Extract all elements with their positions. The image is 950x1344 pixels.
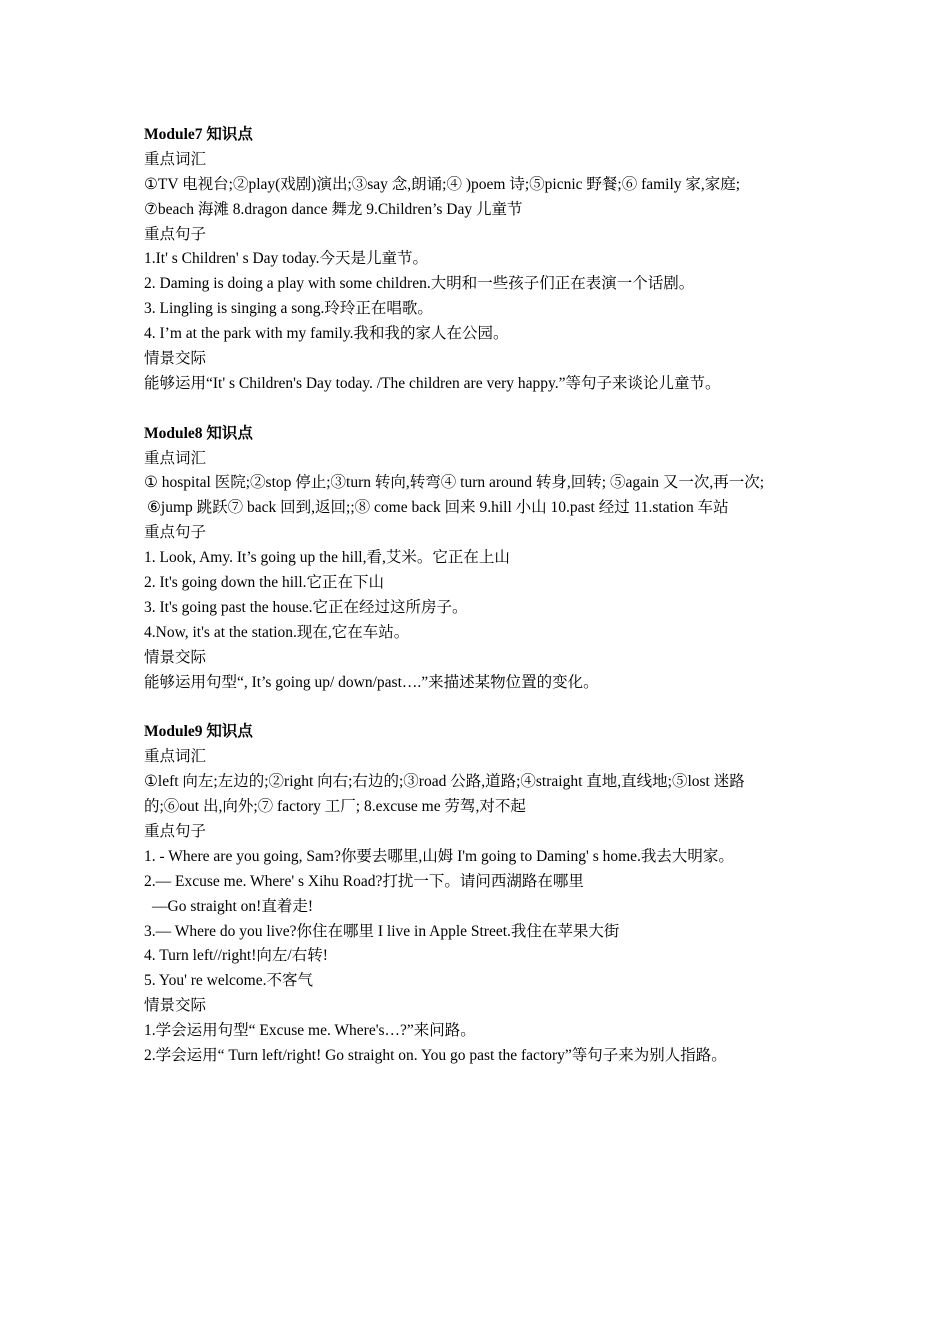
module7-sentence: 4. I’m at the park with my family.我和我的家人在公园。 [144,325,509,343]
module8-sentence-heading: 重点句子 [144,524,207,542]
module7-situation-line: 能够运用“It' s Children's Day today. /The children are very happy.”等句子来谈论儿童节。 [144,374,721,392]
module9-sentence: 1. - Where are you going, Sam?你要去哪里,山姆 I'm going to Daming' s home.我去大明家。 [144,847,734,865]
module7-vocab-line: ①TV 电视台;②play(戏剧)演出;③say 念,朗诵;④ )poem 诗;⑤picnic 野餐;⑥ family 家,家庭; [144,175,741,193]
module9-situation-line: 2.学会运用“ Turn left/right! Go straight on. You go past the factory”等句子来为别人指路。 [144,1046,727,1064]
module9-vocab-line: 的;⑥out 出,向外;⑦ factory 工厂; 8.excuse me 劳驾,对不起 [144,798,526,816]
module9-sentence-heading: 重点句子 [144,822,207,840]
module8-sentence: 3. It's going past the house.它正在经过这所房子。 [144,598,468,616]
module8-vocab-heading: 重点词汇 [144,449,207,467]
module9-situation-heading: 情景交际 [144,997,207,1015]
module9-vocab-line: ①left 向左;左边的;②right 向右;右边的;③road 公路,道路;④straight 直地,直线地;⑤lost 迷路 [144,773,745,791]
module8-sentence: 1. Look, Amy. It’s going up the hill,看,艾米。它正在上山 [144,549,510,567]
module8-section [144,422,824,696]
module7-vocab-heading: 重点词汇 [144,150,207,168]
module7-sentence: 1.It' s Children' s Day today.今天是儿童节。 [144,250,428,268]
module8-vocab-line: ① hospital 医院;②stop 停止;③turn 转向,转弯④ turn around 转身,回转; ⑤again 又一次,再一次; [144,474,765,492]
module7-sentence: 2. Daming is doing a play with some children.大明和一些孩子们正在表演一个话剧。 [144,275,695,293]
module9-sentence: —Go straight on!直着走! [152,897,314,915]
section-spacer [144,397,824,422]
module7-section [144,123,824,397]
module7-vocab-line: ⑦beach 海滩 8.dragon dance 舞龙 9.Children’s Day 儿童节 [144,200,523,218]
module9-sentence: 4. Turn left//right!向左/右转! [144,947,328,965]
module8-title: Module8 知识点 [144,424,253,442]
module8-sentence: 2. It's going down the hill.它正在下山 [144,574,385,592]
module7-title: Module7 知识点 [144,126,253,143]
module7-sentence: 3. Lingling is singing a song.玲玲正在唱歌。 [144,300,433,318]
module9-vocab-heading: 重点词汇 [144,748,207,766]
document-page [144,123,824,1069]
module7-sentence-heading: 重点句子 [144,225,207,243]
module8-situation-heading: 情景交际 [144,648,207,666]
module9-situation-line: 1.学会运用句型“ Excuse me. Where's…?”来问路。 [144,1022,476,1040]
module9-section [144,720,824,1068]
module7-situation-heading: 情景交际 [144,350,207,368]
module9-sentence: 5. You' re welcome.不客气 [144,972,313,990]
section-spacer [144,695,824,720]
module9-sentence: 3.— Where do you live?你住在哪里 I live in Apple Street.我住在苹果大街 [144,922,620,940]
module9-sentence: 2.— Excuse me. Where' s Xihu Road?打扰一下。请问西湖路在哪里 [144,872,584,890]
module8-vocab-line: ⑥jump 跳跃⑦ back 回到,返回;;⑧ come back 回来 9.hill 小山 10.past 经过 11.station 车站 [147,499,729,517]
module8-sentence: 4.Now, it's at the station.现在,它在车站。 [144,623,410,641]
module9-title: Module9 知识点 [144,723,253,741]
module8-situation-line: 能够运用句型“, It’s going up/ down/past….”来描述某物位置的变化。 [144,673,599,691]
